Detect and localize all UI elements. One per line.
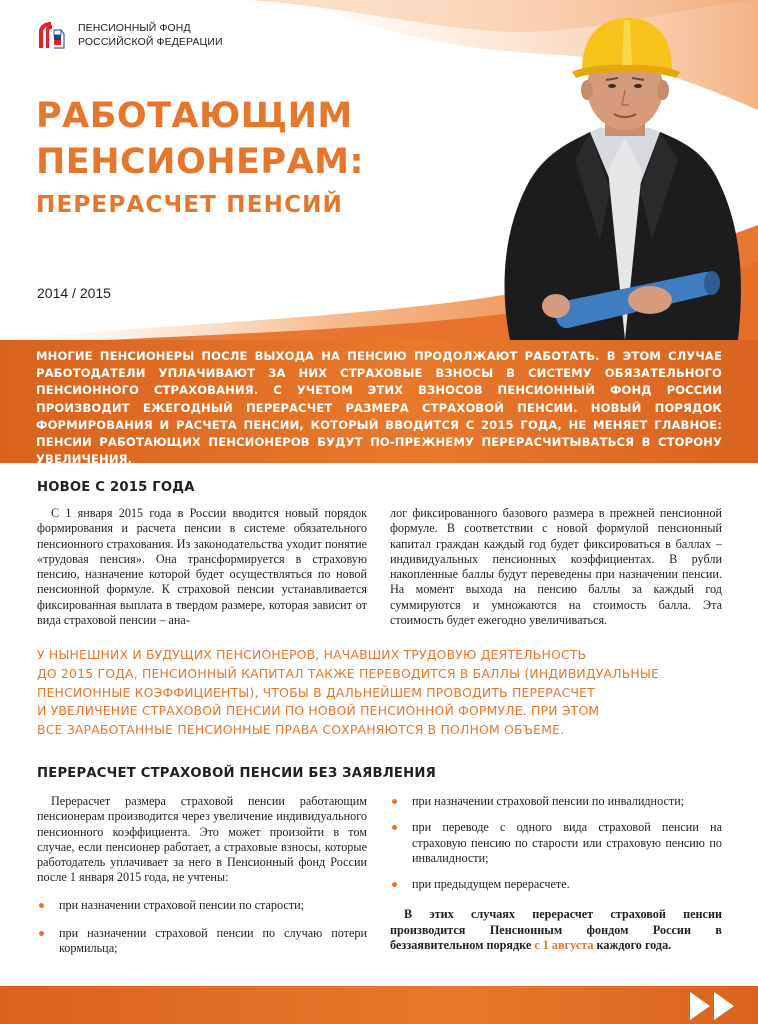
bullet-dot-icon	[392, 799, 397, 804]
recalc-note-end: каждого года.	[593, 938, 672, 953]
recalc-note	[390, 907, 722, 953]
callout-line: ПЕНСИОННЫЕ КОЭФФИЦИЕНТЫ), ЧТОБЫ В ДАЛЬНЕЙШЕМ ПРОВОДИТЬ ПЕРЕРАСЧЕТ	[37, 684, 595, 700]
recalc-note-date: с 1 августа	[534, 938, 594, 953]
page-title	[36, 93, 364, 223]
list-item	[390, 794, 722, 809]
list-item	[37, 898, 367, 913]
section1-right-paragraph: лог фиксированного базового размера в прежней пенсионной формуле. В соответствии с новой формулой пенсионный капитал граждан каждый год будет фиксироваться в баллах – индивидуальных пенсионных коэффициентах. В рубли накопленные баллы будут переведены при назначении пенсии. На момент выхода на пенсию баллы за каждый год суммируются и умножаются на стоимость балла. Эта стоимость будет ежегодно увеличиваться.	[390, 506, 722, 628]
bullet-dot-icon	[392, 825, 397, 830]
bullet-text: при назначении страховой пенсии по случаю потери кормильца;	[59, 926, 367, 956]
callout-line: ДО 2015 ГОДА, ПЕНСИОННЫЙ КАПИТАЛ ТАКЖЕ ПЕРЕВОДИТСЯ В БАЛЛЫ (ИНДИВИДУАЛЬНЫЕ	[37, 665, 660, 681]
bullet-text: при предыдущем перерасчете.	[412, 877, 570, 892]
logo-line-1: ПЕНСИОННЫЙ ФОНД	[78, 22, 191, 34]
section2-right-column	[390, 794, 722, 953]
pfr-emblem-icon	[36, 20, 72, 50]
list-item	[37, 926, 367, 957]
intro-text: МНОГИЕ ПЕНСИОНЕРЫ ПОСЛЕ ВЫХОДА НА ПЕНСИЮ ПРОДОЛЖАЮТ РАБОТАТЬ. В ЭТОМ СЛУЧАЕ РАБОТОДАТЕЛИ УПЛАЧИВАЮТ ЗА НИХ СТРАХОВЫЕ ВЗНОСЫ В СИСТЕМУ ОБЯЗАТЕЛЬНОГО ПЕНСИОННОГО СТРАХОВАНИЯ. С УЧЕТОМ ЭТИХ ВЗНОСОВ ПЕНСИОННЫЙ ФОНД РОССИИ ПРОИЗВОДИТ ЕЖЕГОДНЫЙ ПЕРЕРАСЧЕТ РАЗМЕРА СТРАХОВОЙ ПЕНСИИ. НОВЫЙ ПОРЯДОК ФОРМИРОВАНИЯ И РАСЧЕТА ПЕНСИИ, КОТОРЫЙ ВВОДИТСЯ С 2015 ГОДА, НЕ МЕНЯЕТ ГЛАВНОЕ: ПЕНСИИ РАБОТАЮЩИХ ПЕНСИОНЕРОВ БУДУТ ПО-ПРЕЖНЕМУ ПЕРЕРАСЧИТЫВАТЬСЯ В СТОРОНУ УВЕЛИЧЕНИЯ.	[36, 349, 722, 467]
section1-right-column	[390, 506, 722, 628]
section2-left-column	[37, 794, 367, 957]
recalc-note-text: В этих случаях перерасчет страховой пенсии производится Пенсионным фондом России в беззаявительном порядке	[390, 907, 722, 953]
next-page-arrows-icon[interactable]	[686, 990, 742, 1022]
bullet-text: при переводе с одного вида страховой пенсии на страховую пенсию по старости или страховую пенсию по инвалидности;	[412, 820, 722, 865]
bullet-dot-icon	[39, 931, 44, 936]
pfr-logo	[36, 20, 223, 50]
bullet-dot-icon	[39, 903, 44, 908]
section2-right-bullet-list	[390, 794, 722, 892]
bullet-text: при назначении страховой пенсии по инвалидности;	[412, 794, 685, 808]
title-subtitle: ПЕРЕРАСЧЕТ ПЕНСИЙ	[36, 192, 344, 218]
list-item	[390, 820, 722, 866]
callout-line: И УВЕЛИЧЕНИЕ СТРАХОВОЙ ПЕНСИИ ПО НОВОЙ ПЕНСИОННОЙ ФОРМУЛЕ. ПРИ ЭТОМ	[37, 703, 600, 719]
callout-points-transfer	[37, 646, 677, 740]
pfr-logo-text	[78, 21, 223, 49]
year-label: 2014 / 2015	[37, 285, 111, 301]
list-item	[390, 877, 722, 892]
section-heading-new-2015: НОВОЕ С 2015 ГОДА	[37, 480, 195, 495]
bullet-text: при назначении страховой пенсии по старости;	[59, 897, 305, 912]
section2-left-bullet-list	[37, 898, 367, 957]
section1-left-column	[37, 506, 367, 628]
logo-line-2: РОССИЙСКОЙ ФЕДЕРАЦИИ	[78, 36, 223, 48]
title-line-1: РАБОТАЮЩИМ	[36, 96, 353, 136]
bullet-dot-icon	[392, 882, 397, 887]
callout-line: ВСЕ ЗАРАБОТАННЫЕ ПЕНСИОННЫЕ ПРАВА СОХРАНЯЮТСЯ В ПОЛНОМ ОБЪЕМЕ.	[37, 722, 565, 738]
callout-line: У НЫНЕШНИХ И БУДУЩИХ ПЕНСИОНЕРОВ, НАЧАВШИХ ТРУДОВУЮ ДЕЯТЕЛЬНОСТЬ	[37, 647, 587, 662]
section2-left-paragraph: Перерасчет размера страховой пенсии работающим пенсионерам производится через увеличение индивидуального пенсионного коэффициента. Это может произойти в том случае, если пенсионер работает, а страховые взносы, которые работодатель уплачивает за него в Пенсионный фонд России после 1 января 2015 года, не учтены:	[37, 794, 367, 885]
section1-left-paragraph: С 1 января 2015 года в России вводится новый порядок формирования и расчета пенсии в системе обязательного пенсионного страхования. Из законодательства уходит понятие «трудовая пенсия». Она трансформируется в страховую пенсию, назначение которой будет осуществляться по новой пенсионной формуле. К страховой пенсии устанавливается фиксированная выплата в твердом размере, которая зависит от вида страховой пенсии – ана-	[37, 506, 367, 628]
title-line-2: ПЕНСИОНЕРАМ:	[36, 142, 364, 182]
section-heading-recalc-without-application: ПЕРЕРАСЧЕТ СТРАХОВОЙ ПЕНСИИ БЕЗ ЗАЯВЛЕНИЯ	[37, 766, 436, 781]
pensioner-in-hardhat-illustration	[490, 10, 758, 345]
footer-band	[0, 986, 758, 1024]
